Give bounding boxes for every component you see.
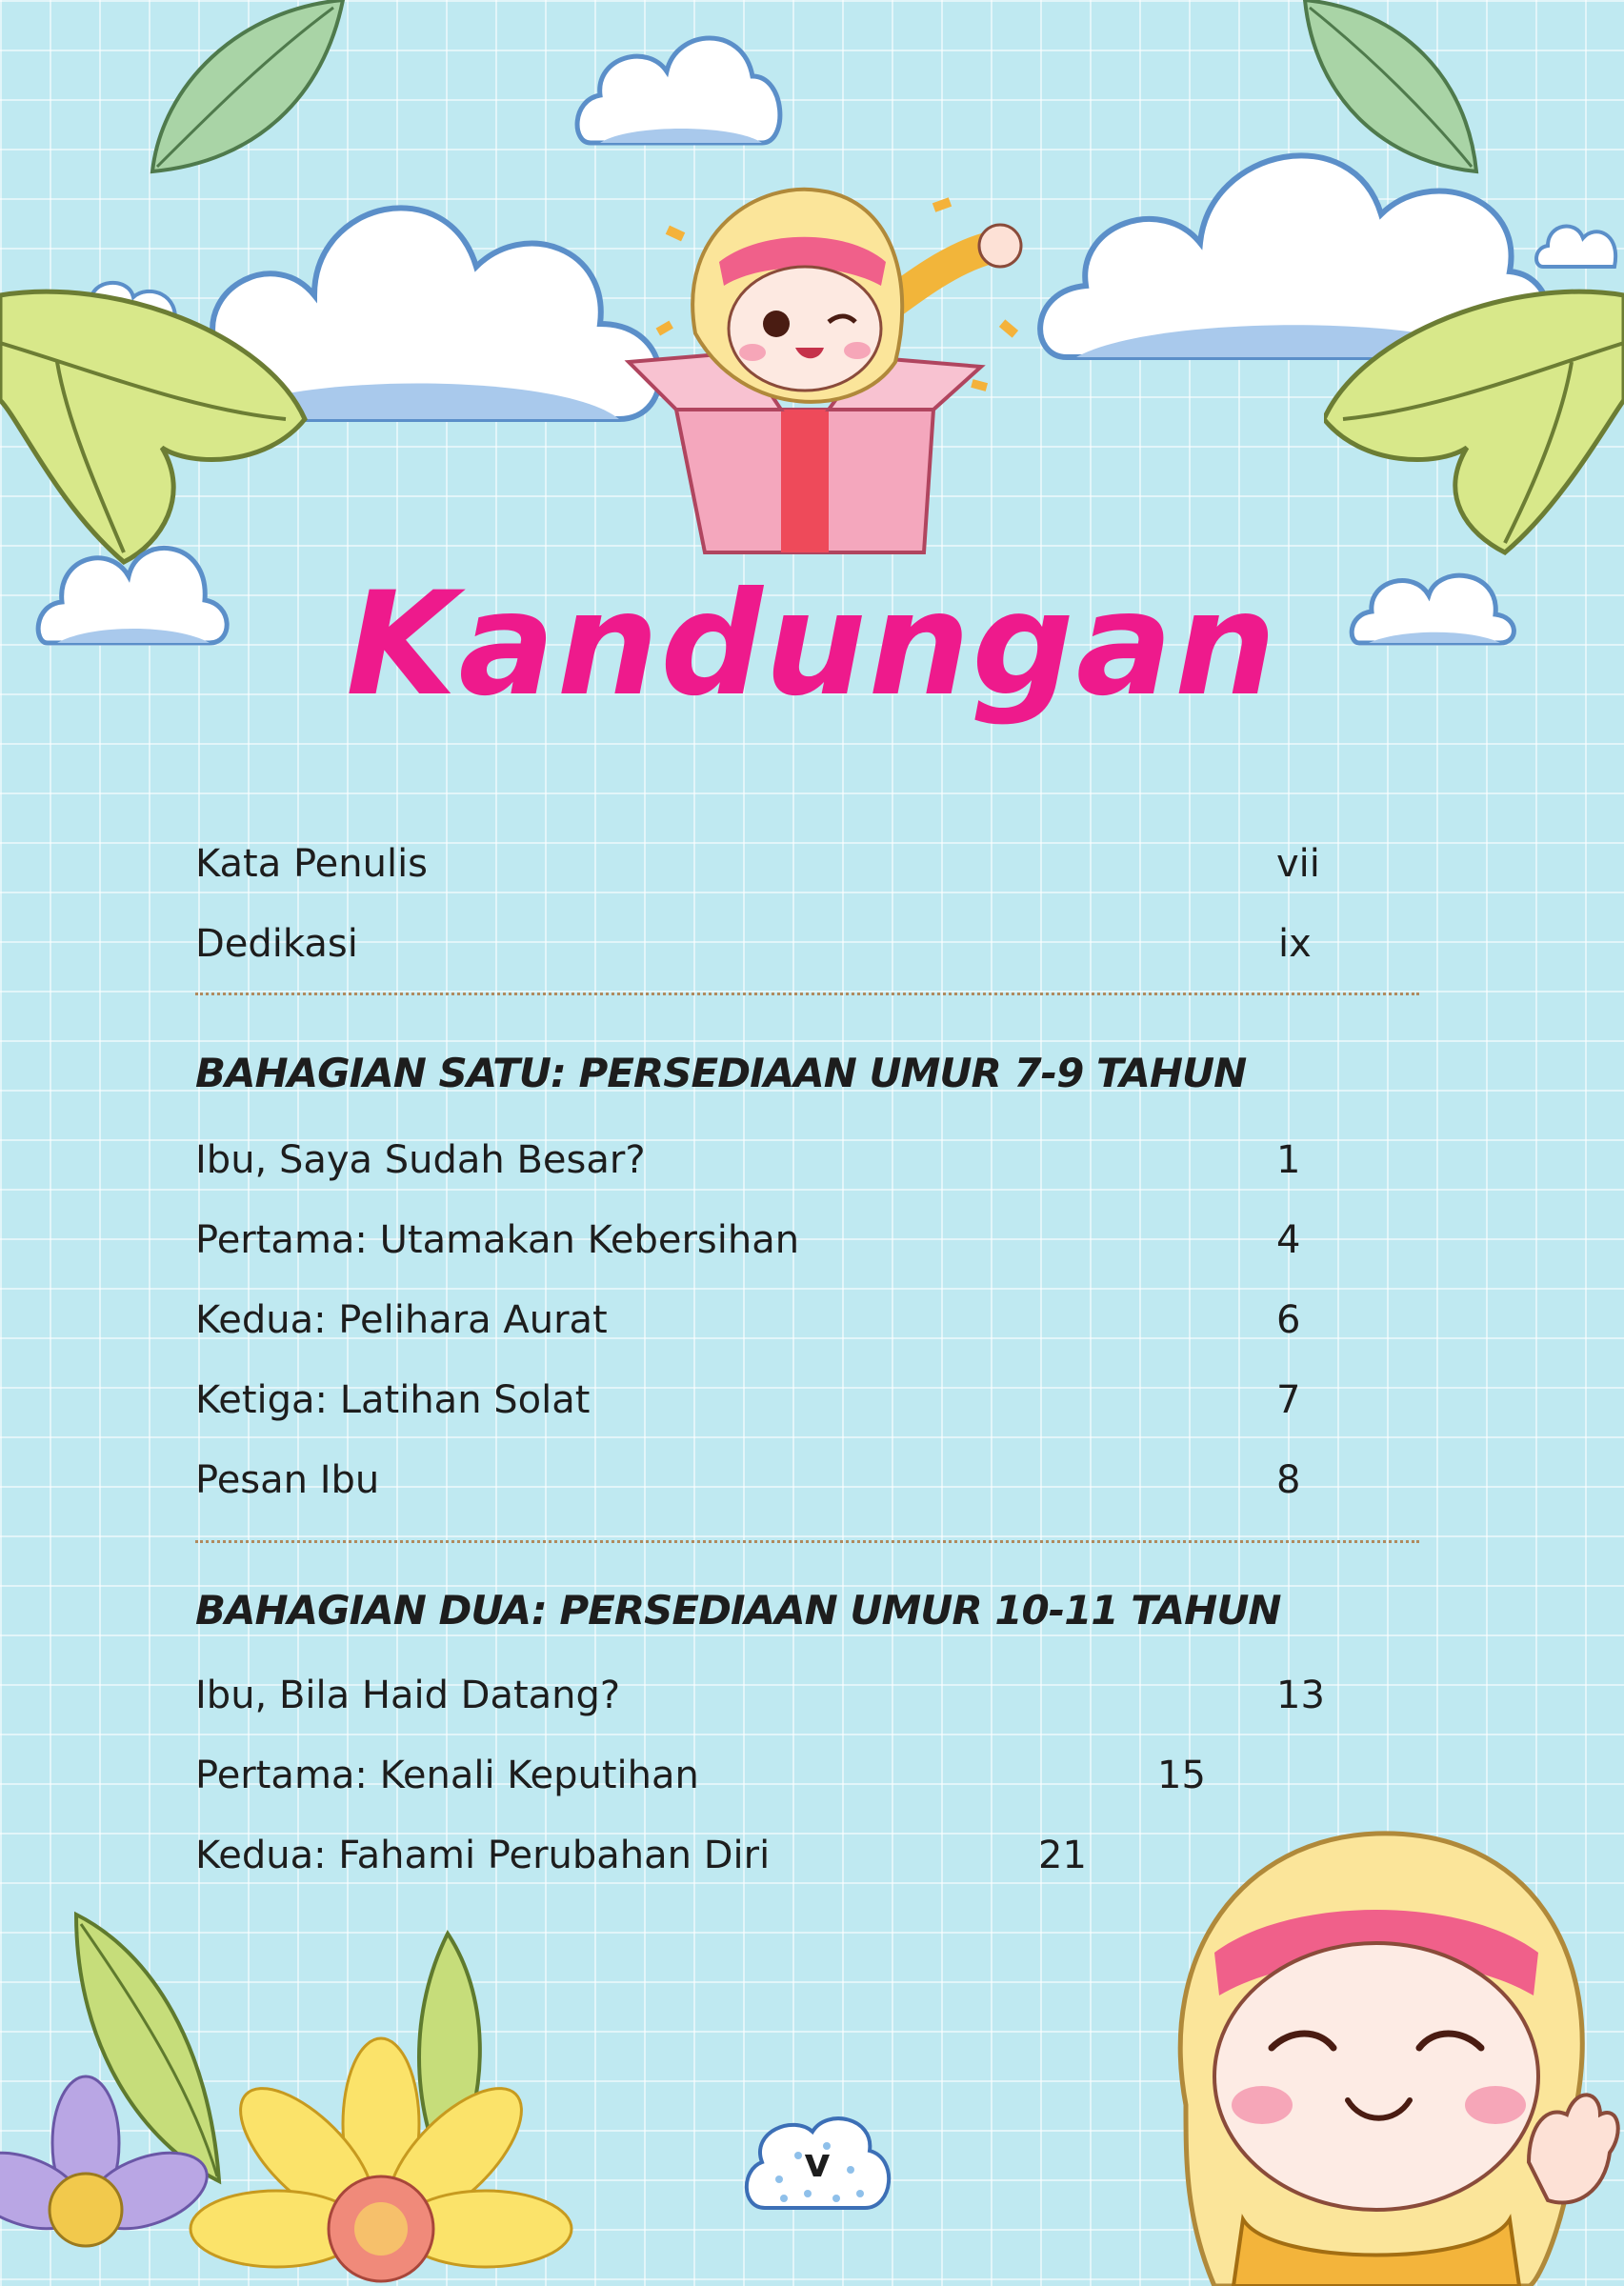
smiling-girl-illustration (1129, 1819, 1624, 2286)
toc-entry-page: 15 (1157, 1754, 1206, 1797)
page-number-badge (741, 2103, 893, 2227)
toc-entry-page: 7 (1276, 1378, 1301, 1422)
toc-entry-page: 8 (1276, 1458, 1301, 1502)
flower-bouquet-illustration (0, 1895, 610, 2286)
toc-entry-page: 1 (1276, 1138, 1301, 1182)
page-number: v (804, 2139, 831, 2186)
toc-entry-page: 21 (1038, 1834, 1087, 1877)
section-divider (195, 1540, 1419, 1543)
toc-entry-label: Kedua: Fahami Perubahan Diri (195, 1834, 771, 1877)
toc-entry-page: ix (1278, 922, 1312, 966)
toc-entry-page: 6 (1276, 1298, 1301, 1342)
toc-entry-label: Ketiga: Latihan Solat (195, 1378, 591, 1422)
section-heading: BAHAGIAN SATU: PERSEDIAAN UMUR 7-9 TAHUN (195, 1050, 1247, 1096)
toc-entry-page: 4 (1276, 1218, 1301, 1262)
toc-entry-label: Ibu, Bila Haid Datang? (195, 1674, 621, 1717)
page-title: Kandungan (346, 562, 1278, 728)
toc-entry-page: 13 (1276, 1674, 1325, 1717)
toc-entry-label: Pertama: Kenali Keputihan (195, 1754, 699, 1797)
toc-entry-label: Dedikasi (195, 922, 358, 966)
toc-entry-label: Kedua: Pelihara Aurat (195, 1298, 608, 1342)
right-leaf-cluster-illustration (1324, 276, 1624, 562)
toc-entry-label: Pesan Ibu (195, 1458, 380, 1502)
toc-entry-label: Pertama: Utamakan Kebersihan (195, 1218, 800, 1262)
small-cloud-illustration (1534, 210, 1624, 276)
section-divider (195, 993, 1419, 995)
section-heading: BAHAGIAN DUA: PERSEDIAAN UMUR 10-11 TAHUN (195, 1587, 1281, 1634)
toc-entry-page: vii (1276, 842, 1320, 886)
toc-entry-label: Ibu, Saya Sudah Besar? (195, 1138, 646, 1182)
toc-entry-label: Kata Penulis (195, 842, 429, 886)
girl-in-gift-box-illustration (552, 171, 1048, 562)
